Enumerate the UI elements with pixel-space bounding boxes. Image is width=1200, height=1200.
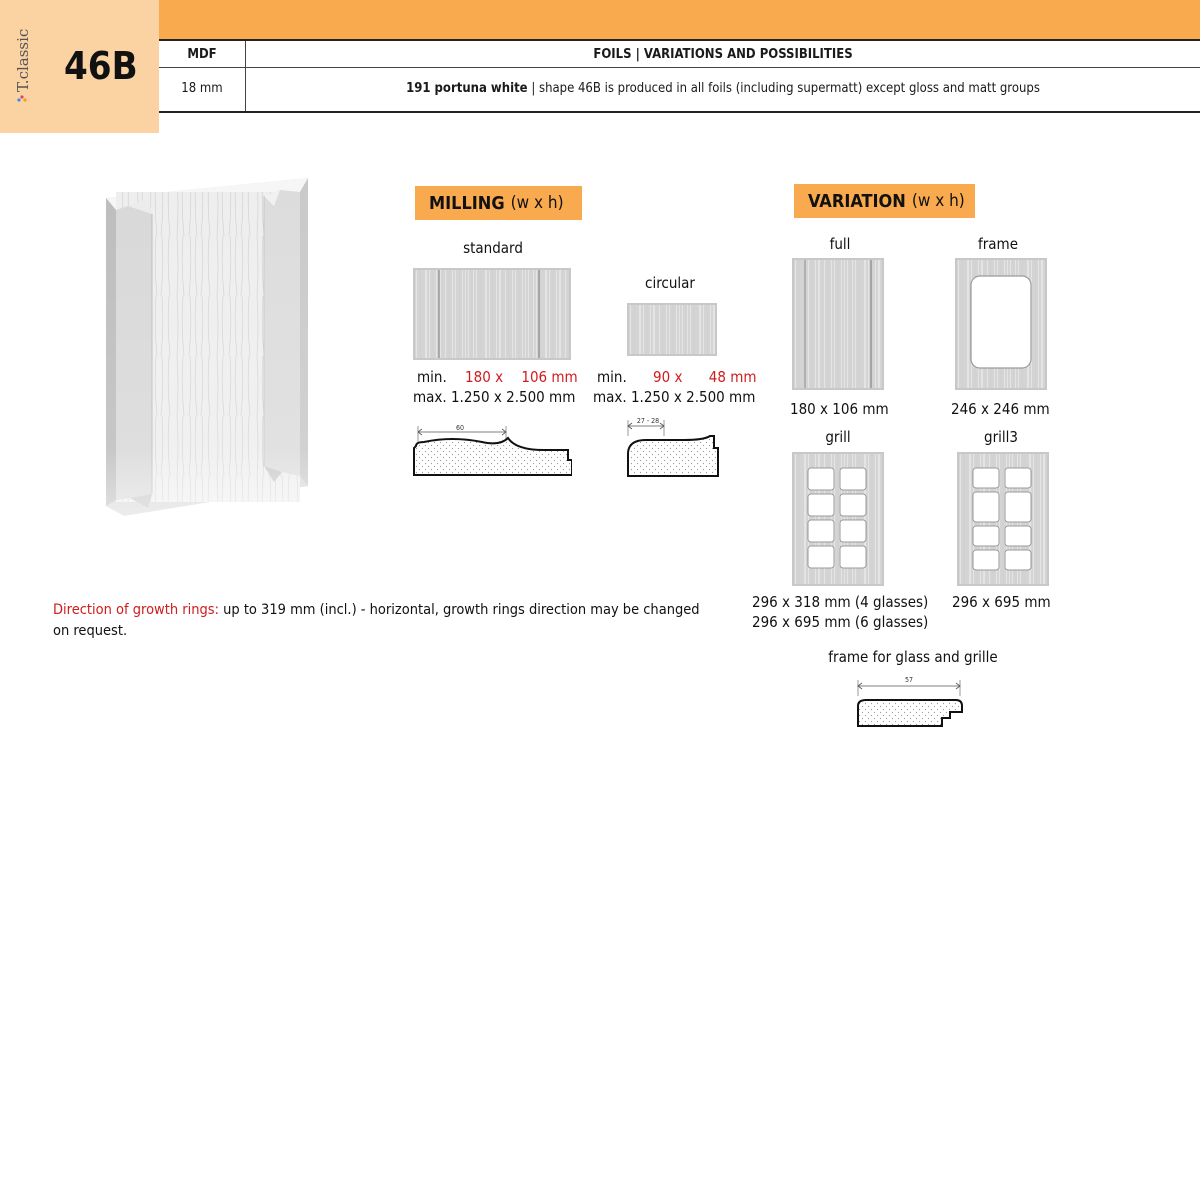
milling-standard-label: standard bbox=[463, 239, 523, 257]
foil-name: 191 portuna white bbox=[406, 81, 528, 96]
variation-grill3-label: grill3 bbox=[984, 428, 1018, 446]
variation-frame-image bbox=[955, 258, 1047, 390]
variation-section-title: VARIATION (w x h) bbox=[794, 184, 975, 218]
variation-grill-dim: 296 x 318 mm (4 glasses) bbox=[752, 593, 929, 611]
thickness-value: 18 mm bbox=[181, 81, 223, 96]
variation-frame-label: frame bbox=[977, 235, 1018, 253]
foils-description bbox=[246, 68, 1200, 109]
growth-rings-note bbox=[53, 600, 713, 642]
variation-grill3-image bbox=[957, 452, 1049, 586]
header-bar bbox=[0, 0, 1200, 40]
profile-dim-label: 27 - 28 bbox=[636, 417, 660, 425]
col-material: MDF bbox=[187, 46, 217, 62]
variation-grill3-dim: 296 x 695 mm bbox=[952, 593, 1051, 611]
milling-standard-image bbox=[413, 268, 571, 360]
variation-frame-dim: 246 x 246 mm bbox=[951, 400, 1050, 418]
product-code: 46B bbox=[64, 44, 138, 88]
milling-circular-max: max. 1.250 x 2.500 mm bbox=[593, 388, 756, 406]
milling-standard-min: min. 180 x 106 mm bbox=[417, 368, 578, 386]
milling-circular-min: min. 90 x 48 mm bbox=[597, 368, 757, 386]
milling-circular-profile bbox=[624, 414, 724, 480]
variation-full-label: full bbox=[829, 235, 851, 253]
col-foils: FOILS | VARIATIONS AND POSSIBILITIES bbox=[593, 46, 853, 62]
variation-grill-image bbox=[792, 452, 884, 586]
milling-circular-label: circular bbox=[645, 274, 695, 292]
profile-dim-label: 60 bbox=[455, 424, 465, 432]
variation-grill-label: grill bbox=[825, 428, 851, 446]
milling-standard-profile bbox=[412, 420, 572, 480]
brand-logo bbox=[8, 24, 36, 104]
milling-section-title: MILLING (w x h) bbox=[415, 186, 582, 220]
variation-grill-dim2: 296 x 695 mm (6 glasses) bbox=[752, 613, 929, 631]
growth-rings-lead: Direction of growth rings: bbox=[53, 602, 219, 618]
profile-dim-label: 57 bbox=[904, 676, 914, 684]
variation-full-image bbox=[792, 258, 884, 390]
frame-glass-profile bbox=[852, 672, 968, 730]
spec-table bbox=[159, 39, 1200, 113]
foil-desc: | shape 46B is produced in all foils (including supermatt) except gloss and matt groups bbox=[527, 81, 1040, 96]
frame-glass-label: frame for glass and grille bbox=[828, 648, 998, 666]
variation-full-dim: 180 x 106 mm bbox=[790, 400, 889, 418]
growth-rings-text: up to 319 mm (incl.) - horizontal, growth rings direction may be changed on request. bbox=[53, 602, 704, 639]
door-front-image bbox=[94, 176, 316, 518]
milling-circular-image bbox=[627, 303, 717, 356]
milling-standard-max: max. 1.250 x 2.500 mm bbox=[413, 388, 576, 406]
logo-dot-icon bbox=[20, 95, 23, 98]
brand-name: T.classic bbox=[14, 28, 32, 92]
